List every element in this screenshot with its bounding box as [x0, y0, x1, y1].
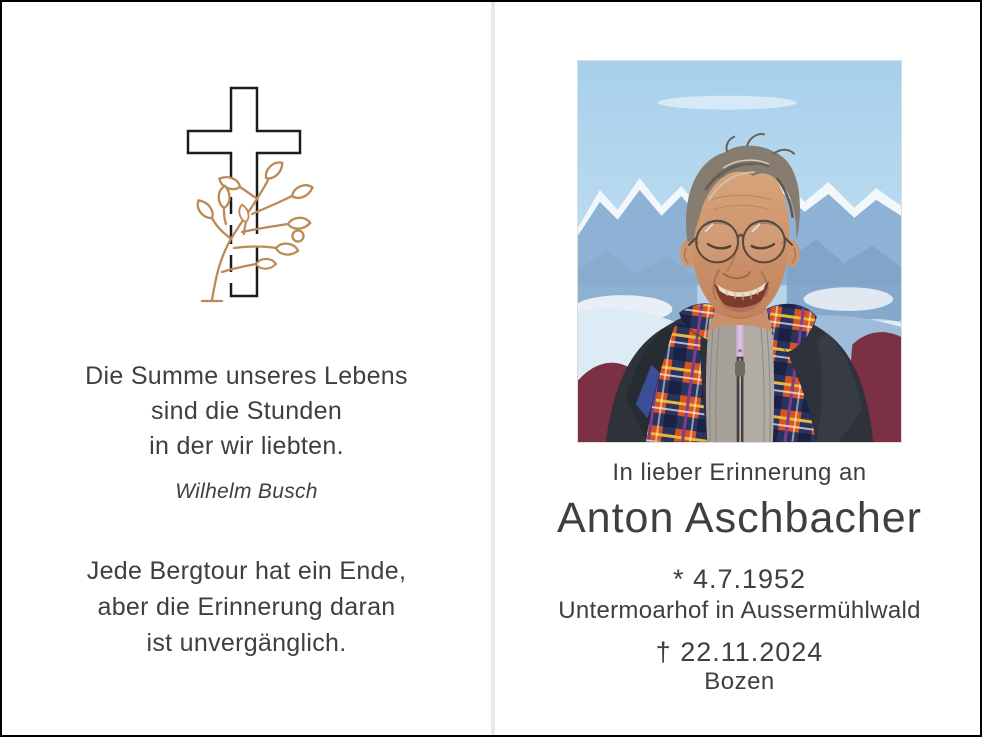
quote-author: Wilhelm Busch — [175, 480, 318, 503]
death-date: † 22.11.2024 — [655, 637, 824, 667]
deceased-name: Anton Aschbacher — [556, 494, 923, 542]
birth-date: * 4.7.1952 — [672, 564, 807, 594]
portrait-photo — [577, 60, 902, 443]
cross-icon — [186, 86, 316, 306]
verse-line: Jede Bergtour hat ein Ende, — [86, 557, 407, 585]
verse-block — [2, 553, 491, 661]
memorial-intro: In lieber Erinnerung an — [612, 459, 867, 486]
quote-line: Die Summe unseres Lebens — [85, 362, 408, 390]
death-place: Bozen — [704, 668, 775, 695]
verse-line: ist unvergänglich. — [146, 629, 347, 657]
quote-block — [2, 359, 491, 464]
quote-line: sind die Stunden — [150, 397, 343, 425]
quote-line: in der wir liebten. — [149, 432, 344, 460]
fold-divider — [491, 2, 495, 735]
verse-line: aber die Erinnerung daran — [97, 593, 396, 621]
birth-place: Untermoarhof in Aussermühlwald — [558, 597, 921, 624]
